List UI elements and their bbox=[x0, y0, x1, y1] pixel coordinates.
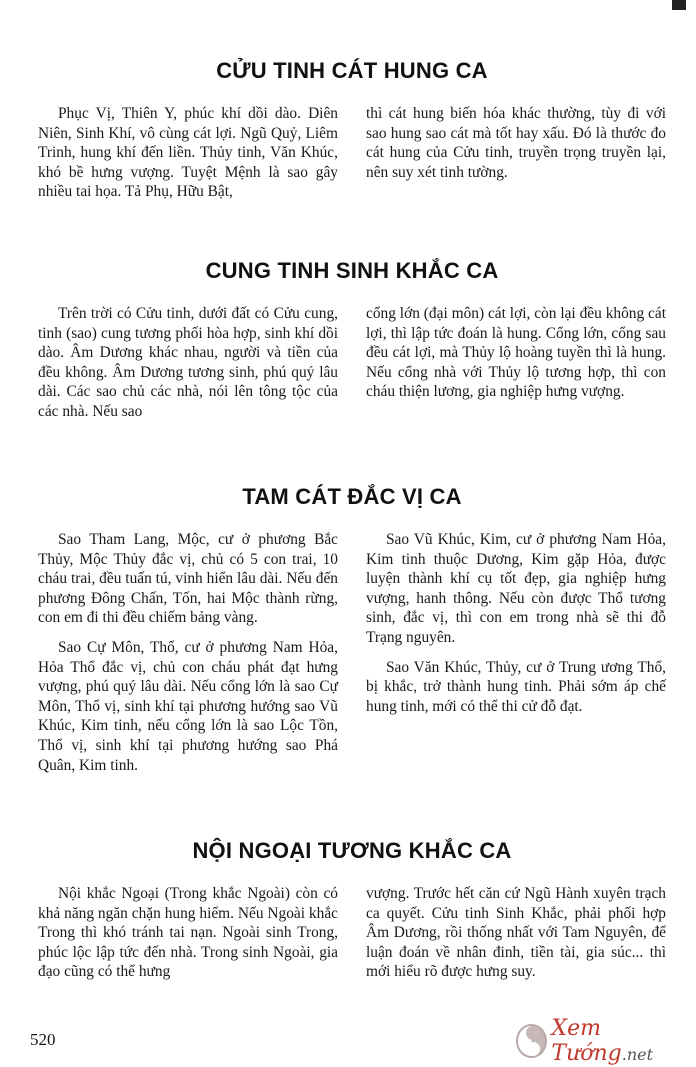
left-column bbox=[38, 530, 338, 785]
text-columns bbox=[38, 304, 666, 432]
section-heading: NỘI NGOẠI TƯƠNG KHẮC CA bbox=[192, 838, 512, 863]
right-column bbox=[366, 530, 666, 785]
text-columns bbox=[38, 884, 666, 992]
watermark-tld: .net bbox=[621, 1045, 654, 1064]
section-heading: CUNG TINH SINH KHẮC CA bbox=[205, 258, 499, 283]
right-column bbox=[366, 304, 666, 432]
paragraph: Sao Vũ Khúc, Kim, cư ở phương Nam Hỏa, Kim tinh thuộc Dương, Kim gặp Hỏa, được luyện thành khí cụ tốt đẹp, gia nghiệp hưng vượng, hanh thông. Nếu còn được Thổ tương sinh, đắc vị, thì con em trong nhà sẽ thi đỗ Trạng nguyên. bbox=[366, 531, 666, 646]
section-heading: CỬU TINH CÁT HUNG CA bbox=[216, 58, 488, 83]
page-number: 520 bbox=[30, 1030, 56, 1049]
left-column bbox=[38, 884, 338, 992]
paragraph: vượng. Trước hết căn cứ Ngũ Hành xuyên trạch ca quyết. Cửu tinh Sinh Khắc, phải phối hợp Âm Dương, rồi thống nhất với Tam Nguyên, để luận đoán về nhân đinh, tiền tài, gia súc... thì mới hiểu rõ được hưng suy. bbox=[366, 885, 666, 981]
paragraph: Nội khắc Ngoại (Trong khắc Ngoài) còn có khả năng ngăn chặn hung hiểm. Nếu Ngoài khắc Trong thì khó tránh tai nạn. Ngoài sinh Trong, phúc lộc lập tức đến nhà. Trong sinh Ngoài, gia đạo cũng có thể hưng bbox=[38, 885, 338, 981]
paragraph: Trên trời có Cửu tinh, dưới đất có Cửu cung, tinh (sao) cung tương phối hòa hợp, sinh khí dồi dào. Âm Dương khác nhau, người và tiền của đều không. Âm Dương tương sinh, phú quý lâu dài. Các sao chủ các nhà, nói lên tông tộc của các nhà. Nếu sao bbox=[38, 305, 338, 420]
text-columns bbox=[38, 104, 666, 212]
site-watermark bbox=[516, 1016, 696, 1066]
paragraph: thì cát hung biến hóa khác thường, tùy đi với sao hung sao cát mà tốt hay xấu. Đó là thước đo cát hung của Cửu tinh, truyền trọng truyền lại, nên suy xét tinh tường. bbox=[366, 105, 666, 181]
section-cung-tinh bbox=[38, 258, 666, 432]
right-column bbox=[366, 884, 666, 992]
paragraph: Sao Cự Môn, Thổ, cư ở phương Nam Hỏa, Hỏa Thổ đắc vị, chủ con cháu phát đạt hưng vượng, phú quý lâu dài. Nếu cổng lớn là sao Cự Môn, Thổ vị, sinh khí tại phương hướng sao Vũ Khúc, Kim tinh, nếu cổng lớn là sao Lộc Tồn, Thổ vị, sinh khí tại phương hướng sao Phá Quân, Kim tinh. bbox=[38, 638, 338, 774]
watermark-name: Xem Tướng bbox=[551, 1016, 622, 1066]
section-cuu-tinh bbox=[38, 58, 666, 212]
right-column bbox=[366, 104, 666, 212]
watermark-text bbox=[551, 1016, 696, 1066]
paragraph: Sao Tham Lang, Mộc, cư ở phương Bắc Thủy, Mộc Thủy đắc vị, chủ có 5 con trai, 10 cháu trai, đều tuấn tú, vinh hiển lâu dài. Nếu đến phương Đông Chấn, Tốn, hai Mộc thành rừng, con em đi thi đều chiếm bảng vàng. bbox=[38, 531, 338, 627]
yin-yang-icon bbox=[516, 1024, 547, 1058]
section-tam-cat bbox=[38, 484, 666, 785]
page-corner-mark bbox=[672, 0, 686, 10]
paragraph: Phục Vị, Thiên Y, phúc khí dồi dào. Diên Niên, Sinh Khí, vô cùng cát lợi. Ngũ Quỷ, Liêm Trinh, hung khí đến liền. Thủy tinh, Văn Khúc, khó bề hưng vượng. Tuyệt Mệnh là sao gây nhiều tai họa. Tả Phụ, Hữu Bật, bbox=[38, 105, 338, 201]
paragraph: Sao Văn Khúc, Thủy, cư ở Trung ương Thổ, bị khắc, trở thành hung tinh. Phải sớm áp chế hung tinh, mới có thể thi cử đỗ đạt. bbox=[366, 658, 666, 715]
left-column bbox=[38, 304, 338, 432]
paragraph: cổng lớn (đại môn) cát lợi, còn lại đều không cát lợi, thì lập tức đoán là hung. Cổng lớn, cổng sau đều cát lợi, mà Thủy lộ hoàng tuyền thì là hung. Nếu cổng nhà với Thủy lộ tương hợp, thì con cháu thiện lương, gia nghiệp hưng vượng. bbox=[366, 305, 666, 401]
section-noi-ngoai bbox=[38, 838, 666, 992]
text-columns bbox=[38, 530, 666, 785]
left-column bbox=[38, 104, 338, 212]
section-heading: TAM CÁT ĐẮC VỊ CA bbox=[242, 484, 462, 509]
